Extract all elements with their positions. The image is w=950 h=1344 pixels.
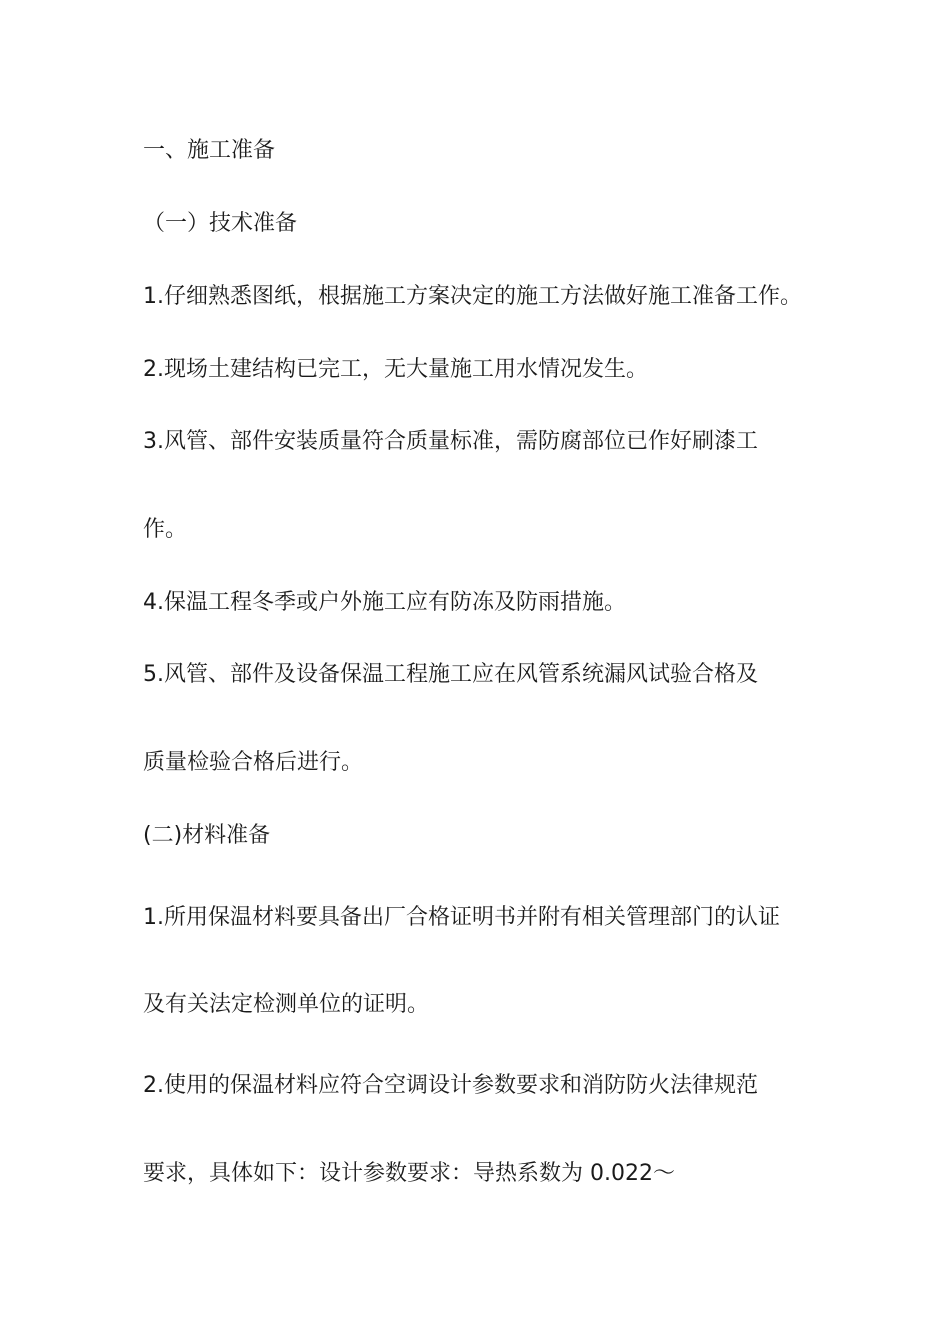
paragraph: 2.使用的保温材料应符合空调设计参数要求和消防防火法律规范: [143, 1073, 758, 1098]
paragraph: 2.现场土建结构已完工，无大量施工用水情况发生。: [143, 357, 648, 382]
paragraph: 1.仔细熟悉图纸，根据施工方案决定的施工方法做好施工准备工作。: [143, 284, 802, 309]
subsection-heading: （一）技术准备: [143, 211, 298, 236]
section-heading: 一、施工准备: [143, 138, 276, 163]
paragraph-continuation: 及有关法定检测单位的证明。: [143, 992, 430, 1017]
paragraph: 1.所用保温材料要具备出厂合格证明书并附有相关管理部门的认证: [143, 905, 780, 930]
subsection-heading: (二)材料准备: [143, 823, 271, 848]
paragraph-continuation: 作。: [143, 517, 188, 542]
paragraph: 5.风管、部件及设备保温工程施工应在风管系统漏风试验合格及: [143, 662, 758, 687]
paragraph-continuation: 质量检验合格后进行。: [143, 750, 364, 775]
paragraph: 4.保温工程冬季或户外施工应有防冻及防雨措施。: [143, 590, 626, 615]
paragraph: 3.风管、部件安装质量符合质量标准，需防腐部位已作好刷漆工: [143, 429, 758, 454]
paragraph-continuation: 要求，具体如下：设计参数要求：导热系数为 0.022～: [143, 1161, 675, 1186]
